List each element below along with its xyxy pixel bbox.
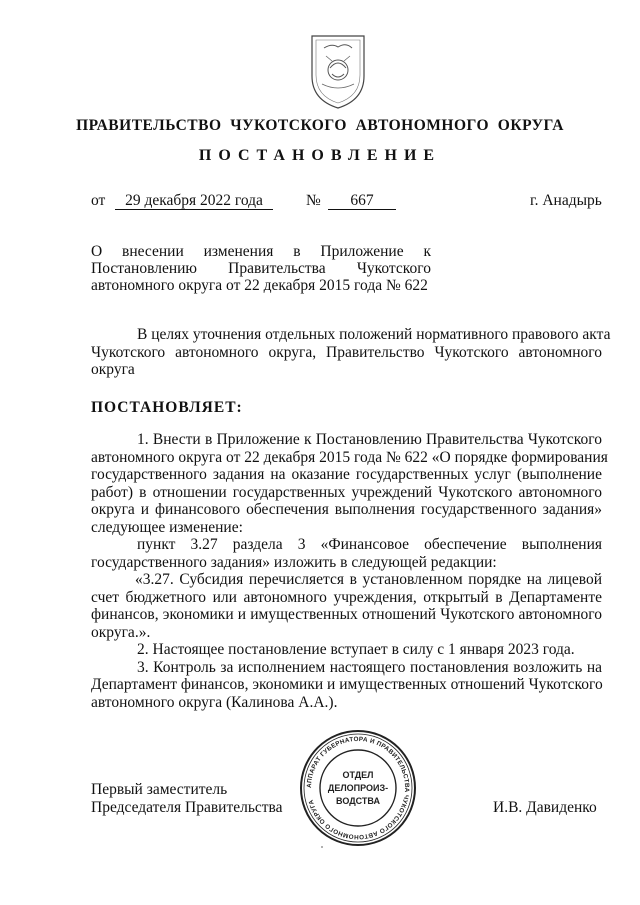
date-field <box>115 192 273 210</box>
number-sign: № <box>306 192 321 209</box>
resolves-heading: ПОСТАНОВЛЯЕТ: <box>91 399 243 416</box>
item-line: счет бюджетного или автономного учреждения, открытый в Департаменте <box>91 588 602 606</box>
item-3-line: 3. Контроль за исполнением настоящего постановления возложить на <box>137 658 602 676</box>
preamble-line: округа <box>91 361 135 378</box>
item-3-line: автономного округа (Калинова А.А.). <box>91 693 338 711</box>
item-3-line: Департамент финансов, экономики и имущественных отношений Чукотского <box>91 676 603 693</box>
preamble-line: В целях уточнения отдельных положений нормативного правового акта <box>137 326 611 343</box>
signatory-position <box>91 781 283 817</box>
stamp-center-line: ВОДСТВА <box>336 796 380 806</box>
item-line: государственного задания» изложить в следующей редакции: <box>91 553 497 571</box>
subject-line: О внесении изменения в Приложение к <box>91 243 431 260</box>
place: г. Анадырь <box>530 192 602 209</box>
stamp-center-line: ДЕЛОПРОИЗ- <box>327 783 389 793</box>
government-title: ПРАВИТЕЛЬСТВО ЧУКОТСКОГО АВТОНОМНОГО ОКРУГА <box>76 117 564 134</box>
item-2: 2. Настоящее постановление вступает в силу с 1 января 2023 года. <box>137 641 575 658</box>
decree-subject <box>91 243 431 294</box>
office-stamp <box>298 728 418 848</box>
item-line: 1. Внести в Приложение к Постановлению Правительства Чукотского <box>137 431 602 448</box>
item-line: работ) в отношении государственных учреждений Чукотского автономного <box>91 483 602 501</box>
item-line: «3.27. Субсидия перечисляется в установленном порядке на лицевой <box>135 571 602 588</box>
item-line: округа.». <box>91 623 151 641</box>
decree-number: 667 <box>328 193 396 210</box>
item-line: округа и финансового обеспечения выполнения государственного задания» <box>91 501 602 518</box>
stamp-center-line: ОТДЕЛ <box>342 770 374 780</box>
number-field <box>328 192 396 210</box>
document-type-title: ПОСТАНОВЛЕНИЕ <box>198 147 442 164</box>
position-line: Первый заместитель <box>91 781 228 798</box>
item-line: финансов, экономики и имущественных отношений Чукотского автономного <box>91 606 602 623</box>
preamble <box>91 326 611 379</box>
subject-line: автономного округа от 22 декабря 2015 года № 622 <box>91 277 428 294</box>
decree-date: 29 декабря 2022 года <box>115 193 273 210</box>
item-line: пункт 3.27 раздела 3 «Финансовое обеспечение выполнения <box>137 536 602 553</box>
item-line: автономного округа от 22 декабря 2015 года № 622 «О порядке формирования <box>91 448 608 466</box>
coat-of-arms-emblem <box>302 28 374 112</box>
stamp-ring-text: АППАРАТ ГУБЕРНАТОРА И ПРАВИТЕЛЬСТВА ЧУКОТСКОГО АВТОНОМНОГО ОКРУГА <box>305 735 411 841</box>
item-line: государственного задания на оказание государственных услуг (выполнение <box>91 466 602 483</box>
item-line: следующее изменение: <box>91 518 243 536</box>
preamble-line: Чукотского автономного округа, Правительство Чукотского автономного <box>91 343 602 361</box>
item-1 <box>91 431 608 711</box>
signatory-name: И.В. Давиденко <box>493 799 597 816</box>
date-prefix: от <box>91 192 106 209</box>
ink-mark <box>321 846 323 848</box>
position-line: Председателя Правительства <box>91 799 283 816</box>
subject-line: Постановлению Правительства Чукотского <box>91 260 431 277</box>
